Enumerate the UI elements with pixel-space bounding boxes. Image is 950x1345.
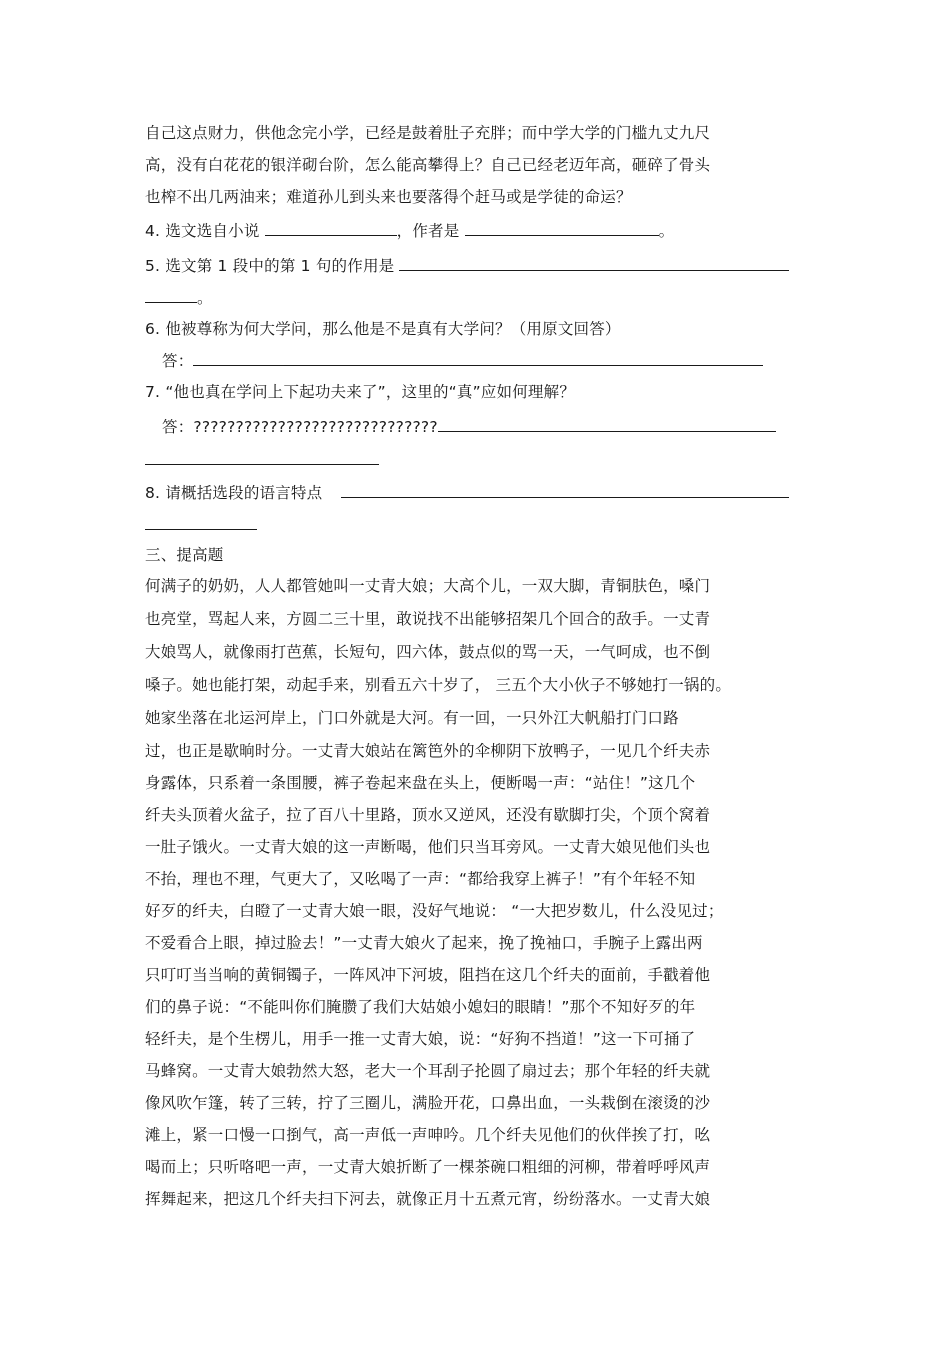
answer-blank-q7-cont[interactable] (145, 464, 379, 465)
question-6: 6. 他被尊称为何大学问，那么他是不是真有大学问？（用原文回答） (145, 320, 621, 338)
answer-blank-q8-cont[interactable] (145, 529, 257, 530)
paragraph-line: 大娘骂人，就像雨打芭蕉，长短句，四六体，鼓点似的骂一天，一气呵成，也不倒 (145, 643, 711, 661)
question-5-cont: 。 (145, 287, 213, 308)
paragraph-line: 们的鼻子说：“不能叫你们腌臜了我们大姑娘小媳妇的眼睛！”那个不知好歹的年 (145, 998, 696, 1016)
section-title: 三、提高题 (145, 546, 224, 564)
answer-blank-novel[interactable] (265, 220, 397, 236)
intro-line: 也榨不出几两油来；难道孙儿到头来也要落得个赶马或是学徒的命运？ (145, 188, 632, 206)
question-8 (145, 482, 789, 503)
paragraph-line: 轻纤夫，是个生楞儿，用手一推一丈青大娘，说：“好狗不挡道！”这一下可捅了 (145, 1030, 696, 1048)
question-4-text: 4. 选文选自小说 (145, 222, 265, 240)
paragraph-line: 一肚子饿火。一丈青大娘的这一声断喝，他们只当耳旁风。一丈青大娘见他们头也 (145, 838, 711, 856)
answer-label: 答：????????????????????????????? (162, 418, 438, 436)
question-5-text: 5. 选文第 1 段中的第 1 句的作用是 (145, 257, 400, 275)
answer-blank-q5[interactable] (399, 255, 789, 271)
paragraph-line: 何满子的奶奶，人人都管她叫一丈青大娘；大高个儿，一双大脚，青铜肤色，嗓门 (145, 577, 711, 595)
question-8-text: 8. 请概括选段的语言特点 (145, 484, 328, 502)
answer-blank-q6[interactable] (193, 350, 763, 366)
question-4: 4. 选文选自小说 ，作者是 。 (145, 222, 675, 240)
paragraph-line: 像风吹乍篷，转了三转，拧了三圈儿，满脸开花，口鼻出血，一头栽倒在滚烫的沙 (145, 1094, 711, 1112)
paragraph-line: 不抬，理也不理，气更大了，又吆喝了一声：“都给我穿上裤子！”有个年轻不知 (145, 870, 696, 888)
intro-line: 自己这点财力，供他念完小学，已经是鼓着肚子充胖；而中学大学的门槛九丈九尺 (145, 124, 711, 142)
paragraph-line: 不爱看合上眼，掉过脸去！”一丈青大娘火了起来，挽了挽袖口，手腕子上露出两 (145, 934, 703, 952)
answer-blank-q7[interactable] (438, 416, 776, 432)
paragraph-line: 也亮堂，骂起人来，方圆二三十里，敢说找不出能够招架几个回合的敌手。一丈青 (145, 610, 711, 628)
paragraph-line: 她家坐落在北运河岸上，门口外就是大河。有一回，一只外江大帆船打门口路 (145, 709, 679, 727)
question-4-author-label: ，作者是 (396, 222, 465, 240)
answer-label: 答： (162, 352, 194, 370)
answer-blank-q5-cont[interactable] (145, 287, 197, 303)
question-7: 7. “他也真在学问上下起功夫来了”，这里的“真”应如何理解？ (145, 383, 576, 401)
paragraph-line: 纤夫头顶着火盆子，拉了百八十里路，顶水又逆风，还没有歇脚打尖，个顶个窝着 (145, 806, 711, 824)
paragraph-line: 过，也正是歇晌时分。一丈青大娘站在篱笆外的伞柳阴下放鸭子，一见几个纤夫赤 (145, 742, 711, 760)
paragraph-line: 挥舞起来，把这几个纤夫扫下河去，就像正月十五煮元宵，纷纷落水。一丈青大娘 (145, 1190, 711, 1208)
paragraph-line: 滩上，紧一口慢一口捯气，高一声低一声呻吟。几个纤夫见他们的伙伴挨了打，吆 (145, 1126, 711, 1144)
paragraph-line: 只叮叮当当响的黄铜镯子，一阵风冲下河坡，阻挡在这几个纤夫的面前，手戳着他 (145, 966, 711, 984)
paragraph-line: 身露体，只系着一条围腰，裤子卷起来盘在头上，便断喝一声：“站住！”这几个 (145, 774, 696, 792)
paragraph-line: 嗓子。她也能打架，动起手来，别看五六十岁了， 三五个大小伙子不够她打一锅的。 (145, 676, 732, 694)
paragraph-line: 好歹的纤夫，白瞪了一丈青大娘一眼，没好气地说： “一大把岁数儿，什么没见过； (145, 902, 724, 920)
intro-line: 高，没有白花花的银洋砌台阶，怎么能高攀得上？自己已经老迈年高，砸碎了骨头 (145, 156, 711, 174)
answer-blank-author[interactable] (465, 220, 659, 236)
question-5 (145, 255, 789, 276)
question-7-answer (162, 416, 776, 437)
answer-blank-q8[interactable] (341, 482, 789, 498)
paragraph-line: 马蜂窝。一丈青大娘勃然大怒，老大一个耳刮子抡圆了扇过去；那个年轻的纤夫就 (145, 1062, 711, 1080)
paragraph-line: 喝而上；只听咯吧一声，一丈青大娘折断了一棵茶碗口粗细的河柳，带着呼呼风声 (145, 1158, 711, 1176)
question-6-answer (162, 350, 763, 371)
